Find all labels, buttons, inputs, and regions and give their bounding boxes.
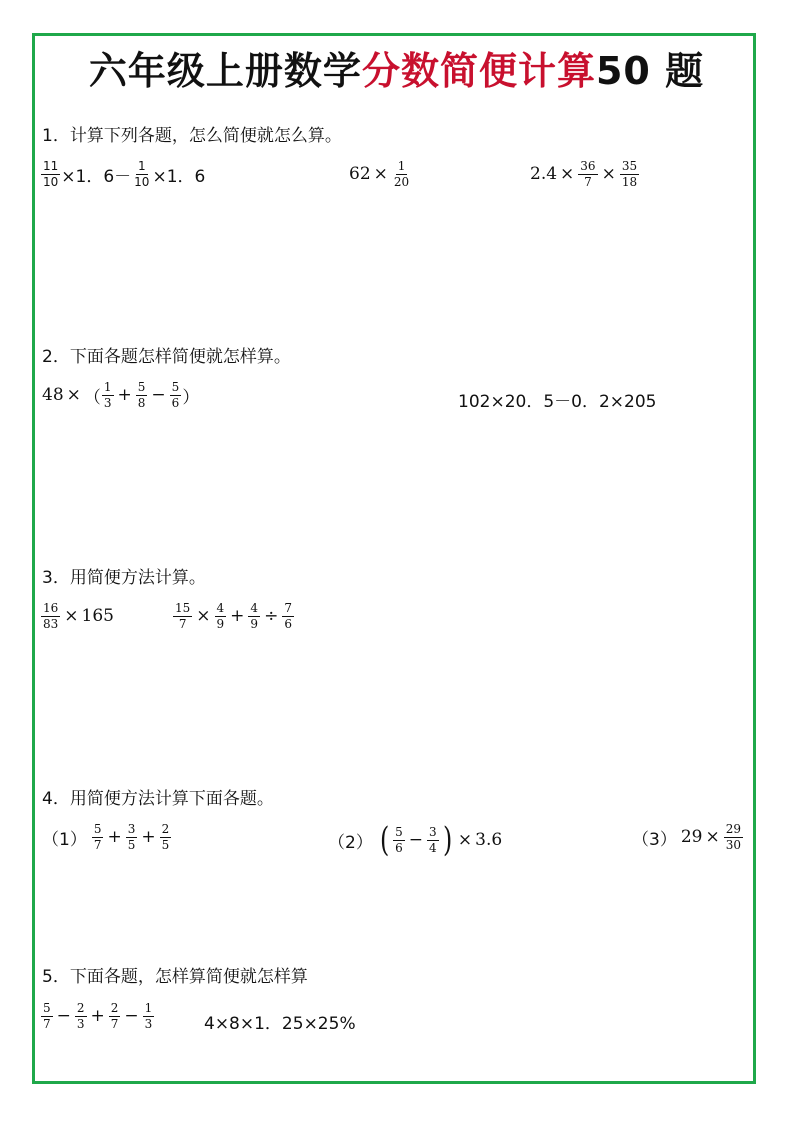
fraction: $\frac{5}{6}$ xyxy=(171,380,180,410)
fraction: $\frac{7}{6}$ xyxy=(284,601,292,631)
fraction: $\frac{2}{7}$ xyxy=(110,1001,119,1031)
operator: − xyxy=(408,830,423,850)
number: 3.6 xyxy=(475,830,503,850)
number: 29 xyxy=(680,827,703,848)
fraction: $\frac{11}{10}$ xyxy=(43,159,59,189)
fraction: $\frac{15}{7}$ xyxy=(175,601,191,631)
operator: − xyxy=(124,1006,139,1027)
q4-expression-1 xyxy=(42,823,172,851)
fraction: $\frac{2}{5}$ xyxy=(161,822,170,852)
fraction: $\frac{3}{5}$ xyxy=(127,822,136,852)
left-paren: ( xyxy=(379,820,390,860)
page-title xyxy=(0,40,793,95)
fraction: $\frac{3}{4}$ xyxy=(428,824,437,855)
operator: × xyxy=(601,164,616,185)
q1-expression-2 xyxy=(349,160,412,188)
operator: + xyxy=(141,827,156,848)
fraction: $\frac{16}{83}$ xyxy=(43,601,59,631)
number: 165 xyxy=(81,606,114,627)
item-label: （3） xyxy=(632,829,677,850)
operator: × xyxy=(457,830,473,850)
right-paren: ） xyxy=(182,387,200,408)
operator: ×1．6 xyxy=(152,166,206,187)
q4-expression-2 xyxy=(328,820,503,860)
item-label: （1） xyxy=(42,829,87,850)
operator: × xyxy=(705,827,720,848)
operator: ×1．6－ xyxy=(61,166,132,187)
fraction: $\frac{5}{7}$ xyxy=(43,1001,51,1031)
operator: × xyxy=(196,606,211,627)
number: 2.4 xyxy=(530,164,558,185)
fraction: $\frac{4}{9}$ xyxy=(216,601,225,631)
item-label: （2） xyxy=(328,832,373,853)
expression-text: 102×20．5－0．2×205 xyxy=(458,392,657,412)
operator: × xyxy=(66,385,81,406)
operator: × xyxy=(373,164,388,185)
operator: ÷ xyxy=(264,606,279,627)
operator: × xyxy=(64,606,79,627)
fraction: $\frac{29}{30}$ xyxy=(725,822,741,852)
q2-expression-2 xyxy=(458,387,656,412)
operator: + xyxy=(117,385,132,406)
title-part-2: 分数简便计算 xyxy=(361,49,596,93)
title-part-1: 六年级上册数学 xyxy=(88,49,362,93)
operator: + xyxy=(90,1006,105,1027)
q5-expression-1 xyxy=(40,1002,155,1030)
title-part-3: 50 题 xyxy=(595,49,705,93)
question-5-heading: 5．下面各题，怎样算简便就怎样算 xyxy=(42,967,308,987)
q1-expression-1 xyxy=(40,160,205,188)
q2-expression-1 xyxy=(42,381,199,409)
question-3-heading: 3．用简便方法计算。 xyxy=(42,568,206,588)
operator: − xyxy=(151,385,166,406)
q5-expression-2 xyxy=(204,1009,356,1034)
fraction: $\frac{1}{20}$ xyxy=(393,159,410,189)
fraction: $\frac{35}{18}$ xyxy=(621,159,638,189)
fraction: $\frac{5}{6}$ xyxy=(395,824,403,855)
operator: + xyxy=(230,606,245,627)
fraction: $\frac{2}{3}$ xyxy=(76,1001,85,1031)
page-border xyxy=(32,33,756,1084)
expression-text: 4×8×1．25×25% xyxy=(204,1014,356,1034)
question-4-heading: 4．用简便方法计算下面各题。 xyxy=(42,789,274,809)
question-2-heading: 2．下面各题怎样简便就怎样算。 xyxy=(42,347,291,367)
q3-expression-1 xyxy=(40,602,114,630)
operator: + xyxy=(107,827,122,848)
fraction: $\frac{36}{7}$ xyxy=(580,159,596,189)
number: 48 xyxy=(42,385,64,406)
fraction: $\frac{1}{3}$ xyxy=(144,1001,153,1031)
left-paren: （ xyxy=(83,387,101,408)
number: 62 xyxy=(349,164,371,185)
q3-expression-2 xyxy=(172,602,295,630)
fraction: $\frac{5}{8}$ xyxy=(137,380,146,410)
operator: × xyxy=(560,164,575,185)
right-paren: ) xyxy=(442,820,452,860)
fraction: $\frac{4}{9}$ xyxy=(250,601,259,631)
q4-expression-3 xyxy=(632,823,744,851)
fraction: $\frac{1}{10}$ xyxy=(134,159,150,189)
q1-expression-3 xyxy=(530,160,640,188)
fraction: $\frac{1}{3}$ xyxy=(103,380,112,410)
operator: − xyxy=(56,1006,71,1027)
fraction: $\frac{5}{7}$ xyxy=(93,822,102,852)
question-1-heading: 1．计算下列各题，怎么简便就怎么算。 xyxy=(42,126,342,146)
